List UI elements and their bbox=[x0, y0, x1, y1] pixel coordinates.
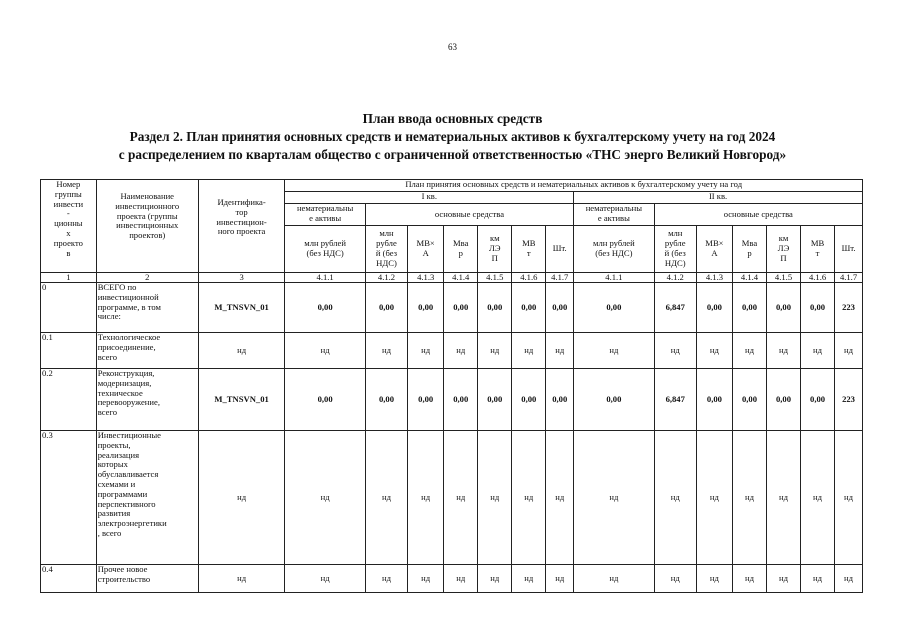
column-number: 4.1.5 bbox=[767, 273, 801, 283]
row-value-cell: 0,00 bbox=[696, 369, 732, 431]
row-value-cell: нд bbox=[574, 565, 654, 593]
row-project-name: Технологическое присоединение, всего bbox=[96, 333, 198, 369]
row-value-cell: нд bbox=[546, 431, 574, 565]
row-value-cell: нд bbox=[696, 565, 732, 593]
row-value-cell: нд bbox=[408, 333, 444, 369]
column-number: 3 bbox=[198, 273, 285, 283]
row-value-cell: 0,00 bbox=[408, 283, 444, 333]
unit-mw: МВ т bbox=[801, 226, 835, 273]
column-number: 2 bbox=[96, 273, 198, 283]
row-value-cell: 0,00 bbox=[365, 369, 407, 431]
unit-mln-rub: млн рубле й (без НДС) bbox=[365, 226, 407, 273]
row-number: 0.1 bbox=[41, 333, 97, 369]
row-value-cell: 0,00 bbox=[546, 283, 574, 333]
row-value-cell: нд bbox=[365, 431, 407, 565]
row-project-name: ВСЕГО по инвестиционной программе, в том числе: bbox=[96, 283, 198, 333]
unit-mvar: Мва р bbox=[444, 226, 478, 273]
table-row bbox=[41, 369, 863, 431]
header-quarter-2: II кв. bbox=[574, 192, 863, 204]
row-value-cell: 6,847 bbox=[654, 283, 696, 333]
row-value-cell: 0,00 bbox=[408, 369, 444, 431]
row-value-cell: нд bbox=[574, 431, 654, 565]
row-number: 0.3 bbox=[41, 431, 97, 565]
column-number: 4.1.7 bbox=[835, 273, 863, 283]
section-subtitle: с распределением по кварталам общество с ограниченной ответственностью «ТНС энерго Великий Новгород» bbox=[118, 147, 787, 162]
row-value-cell: 0,00 bbox=[801, 283, 835, 333]
header-quarter-1: I кв. bbox=[285, 192, 574, 204]
row-value-cell: 223 bbox=[835, 369, 863, 431]
column-number: 4.1.6 bbox=[801, 273, 835, 283]
unit-mln-rub: млн рублей (без НДС) bbox=[285, 226, 365, 273]
row-project-id: нд bbox=[198, 565, 285, 593]
unit-km: км ЛЭ П bbox=[767, 226, 801, 273]
unit-mva: МВ× А bbox=[408, 226, 444, 273]
row-value-cell: нд bbox=[767, 333, 801, 369]
column-number: 4.1.7 bbox=[546, 273, 574, 283]
row-value-cell: 0,00 bbox=[732, 283, 766, 333]
column-number: 4.1.3 bbox=[696, 273, 732, 283]
row-value-cell: 0,00 bbox=[574, 283, 654, 333]
row-value-cell: нд bbox=[478, 565, 512, 593]
row-value-cell: 0,00 bbox=[732, 369, 766, 431]
document-title: План ввода основных средств bbox=[362, 111, 543, 126]
row-value-cell: нд bbox=[365, 565, 407, 593]
row-value-cell: 0,00 bbox=[546, 369, 574, 431]
row-project-id: M_TNSVN_01 bbox=[198, 283, 285, 333]
row-value-cell: 0,00 bbox=[478, 369, 512, 431]
header-fixed-assets-q2: основные средства bbox=[654, 204, 862, 226]
row-value-cell: нд bbox=[801, 565, 835, 593]
row-project-name: Реконструкция, модернизация, техническое перевооружение, всего bbox=[96, 369, 198, 431]
table-row bbox=[41, 283, 863, 333]
row-value-cell: нд bbox=[285, 333, 365, 369]
row-value-cell: 0,00 bbox=[478, 283, 512, 333]
row-value-cell: нд bbox=[408, 431, 444, 565]
row-value-cell: нд bbox=[365, 333, 407, 369]
header-intangible-q2: нематериальны е активы bbox=[574, 204, 654, 226]
row-value-cell: 6,847 bbox=[654, 369, 696, 431]
row-value-cell: нд bbox=[696, 431, 732, 565]
row-number: 0.4 bbox=[41, 565, 97, 593]
row-value-cell: нд bbox=[546, 565, 574, 593]
column-number: 4.1.1 bbox=[285, 273, 365, 283]
column-number: 4.1.3 bbox=[408, 273, 444, 283]
column-number: 4.1.4 bbox=[444, 273, 478, 283]
row-value-cell: нд bbox=[512, 333, 546, 369]
row-value-cell: нд bbox=[478, 431, 512, 565]
row-number: 0.2 bbox=[41, 369, 97, 431]
unit-mva: МВ× А bbox=[696, 226, 732, 273]
row-value-cell: 0,00 bbox=[444, 283, 478, 333]
row-value-cell: нд bbox=[444, 565, 478, 593]
row-project-name: Инвестиционные проекты, реализация которых обуславливается схемами и программами перспективного развития электроэнергетики , всего bbox=[96, 431, 198, 565]
column-number: 4.1.2 bbox=[654, 273, 696, 283]
row-project-name: Прочее новое строительство bbox=[96, 565, 198, 593]
unit-pcs: Шт. bbox=[546, 226, 574, 273]
column-numbering-row bbox=[41, 273, 863, 283]
row-value-cell: 0,00 bbox=[512, 283, 546, 333]
header-fixed-assets-q1: основные средства bbox=[365, 204, 573, 226]
unit-mln-rub: млн рубле й (без НДС) bbox=[654, 226, 696, 273]
header-group-number: Номер группы инвести - ционны х проекто в bbox=[41, 180, 97, 273]
column-number: 4.1.6 bbox=[512, 273, 546, 283]
row-value-cell: 0,00 bbox=[444, 369, 478, 431]
row-value-cell: 0,00 bbox=[767, 369, 801, 431]
row-value-cell: нд bbox=[732, 565, 766, 593]
header-plan-caption: План принятия основных средств и нематериальных активов к бухгалтерскому учету на год bbox=[285, 180, 863, 192]
column-number: 4.1.4 bbox=[732, 273, 766, 283]
row-value-cell: нд bbox=[285, 431, 365, 565]
row-value-cell: нд bbox=[835, 431, 863, 565]
column-number: 4.1.1 bbox=[574, 273, 654, 283]
row-value-cell: нд bbox=[512, 565, 546, 593]
table-row bbox=[41, 565, 863, 593]
header-intangible-q1: нематериальны е активы bbox=[285, 204, 365, 226]
row-value-cell: нд bbox=[574, 333, 654, 369]
row-value-cell: нд bbox=[835, 333, 863, 369]
row-project-id: M_TNSVN_01 bbox=[198, 369, 285, 431]
row-value-cell: 0,00 bbox=[512, 369, 546, 431]
section-title: Раздел 2. План принятия основных средств и нематериальных активов к бухгалтерскому учету на год 2024 bbox=[129, 129, 776, 144]
column-number: 1 bbox=[41, 273, 97, 283]
unit-mln-rub: млн рублей (без НДС) bbox=[574, 226, 654, 273]
unit-mvar: Мва р bbox=[732, 226, 766, 273]
row-value-cell: нд bbox=[444, 431, 478, 565]
row-value-cell: нд bbox=[512, 431, 546, 565]
row-number: 0 bbox=[41, 283, 97, 333]
row-value-cell: 0,00 bbox=[285, 283, 365, 333]
unit-pcs: Шт. bbox=[835, 226, 863, 273]
row-value-cell: 0,00 bbox=[801, 369, 835, 431]
table-row bbox=[41, 431, 863, 565]
header-project-name: Наименование инвестиционного проекта (группы инвестиционных проектов) bbox=[96, 180, 198, 273]
column-number: 4.1.2 bbox=[365, 273, 407, 283]
row-value-cell: нд bbox=[654, 565, 696, 593]
row-project-id: нд bbox=[198, 431, 285, 565]
row-value-cell: нд bbox=[801, 431, 835, 565]
row-value-cell: 223 bbox=[835, 283, 863, 333]
row-value-cell: нд bbox=[444, 333, 478, 369]
row-value-cell: 0,00 bbox=[285, 369, 365, 431]
row-value-cell: нд bbox=[285, 565, 365, 593]
row-value-cell: нд bbox=[767, 431, 801, 565]
row-value-cell: нд bbox=[696, 333, 732, 369]
row-value-cell: 0,00 bbox=[696, 283, 732, 333]
row-value-cell: 0,00 bbox=[574, 369, 654, 431]
table-row bbox=[41, 333, 863, 369]
unit-mw: МВ т bbox=[512, 226, 546, 273]
row-value-cell: нд bbox=[732, 431, 766, 565]
plan-table bbox=[40, 179, 863, 593]
page-number: 63 bbox=[448, 42, 457, 52]
row-value-cell: нд bbox=[654, 333, 696, 369]
row-value-cell: нд bbox=[732, 333, 766, 369]
header-project-id: Идентифика- тор инвестицион- ного проекта bbox=[198, 180, 285, 273]
row-value-cell: нд bbox=[408, 565, 444, 593]
row-value-cell: нд bbox=[478, 333, 512, 369]
row-project-id: нд bbox=[198, 333, 285, 369]
unit-km: км ЛЭ П bbox=[478, 226, 512, 273]
column-number: 4.1.5 bbox=[478, 273, 512, 283]
row-value-cell: 0,00 bbox=[365, 283, 407, 333]
row-value-cell: нд bbox=[835, 565, 863, 593]
row-value-cell: нд bbox=[767, 565, 801, 593]
row-value-cell: нд bbox=[546, 333, 574, 369]
row-value-cell: 0,00 bbox=[767, 283, 801, 333]
row-value-cell: нд bbox=[654, 431, 696, 565]
row-value-cell: нд bbox=[801, 333, 835, 369]
